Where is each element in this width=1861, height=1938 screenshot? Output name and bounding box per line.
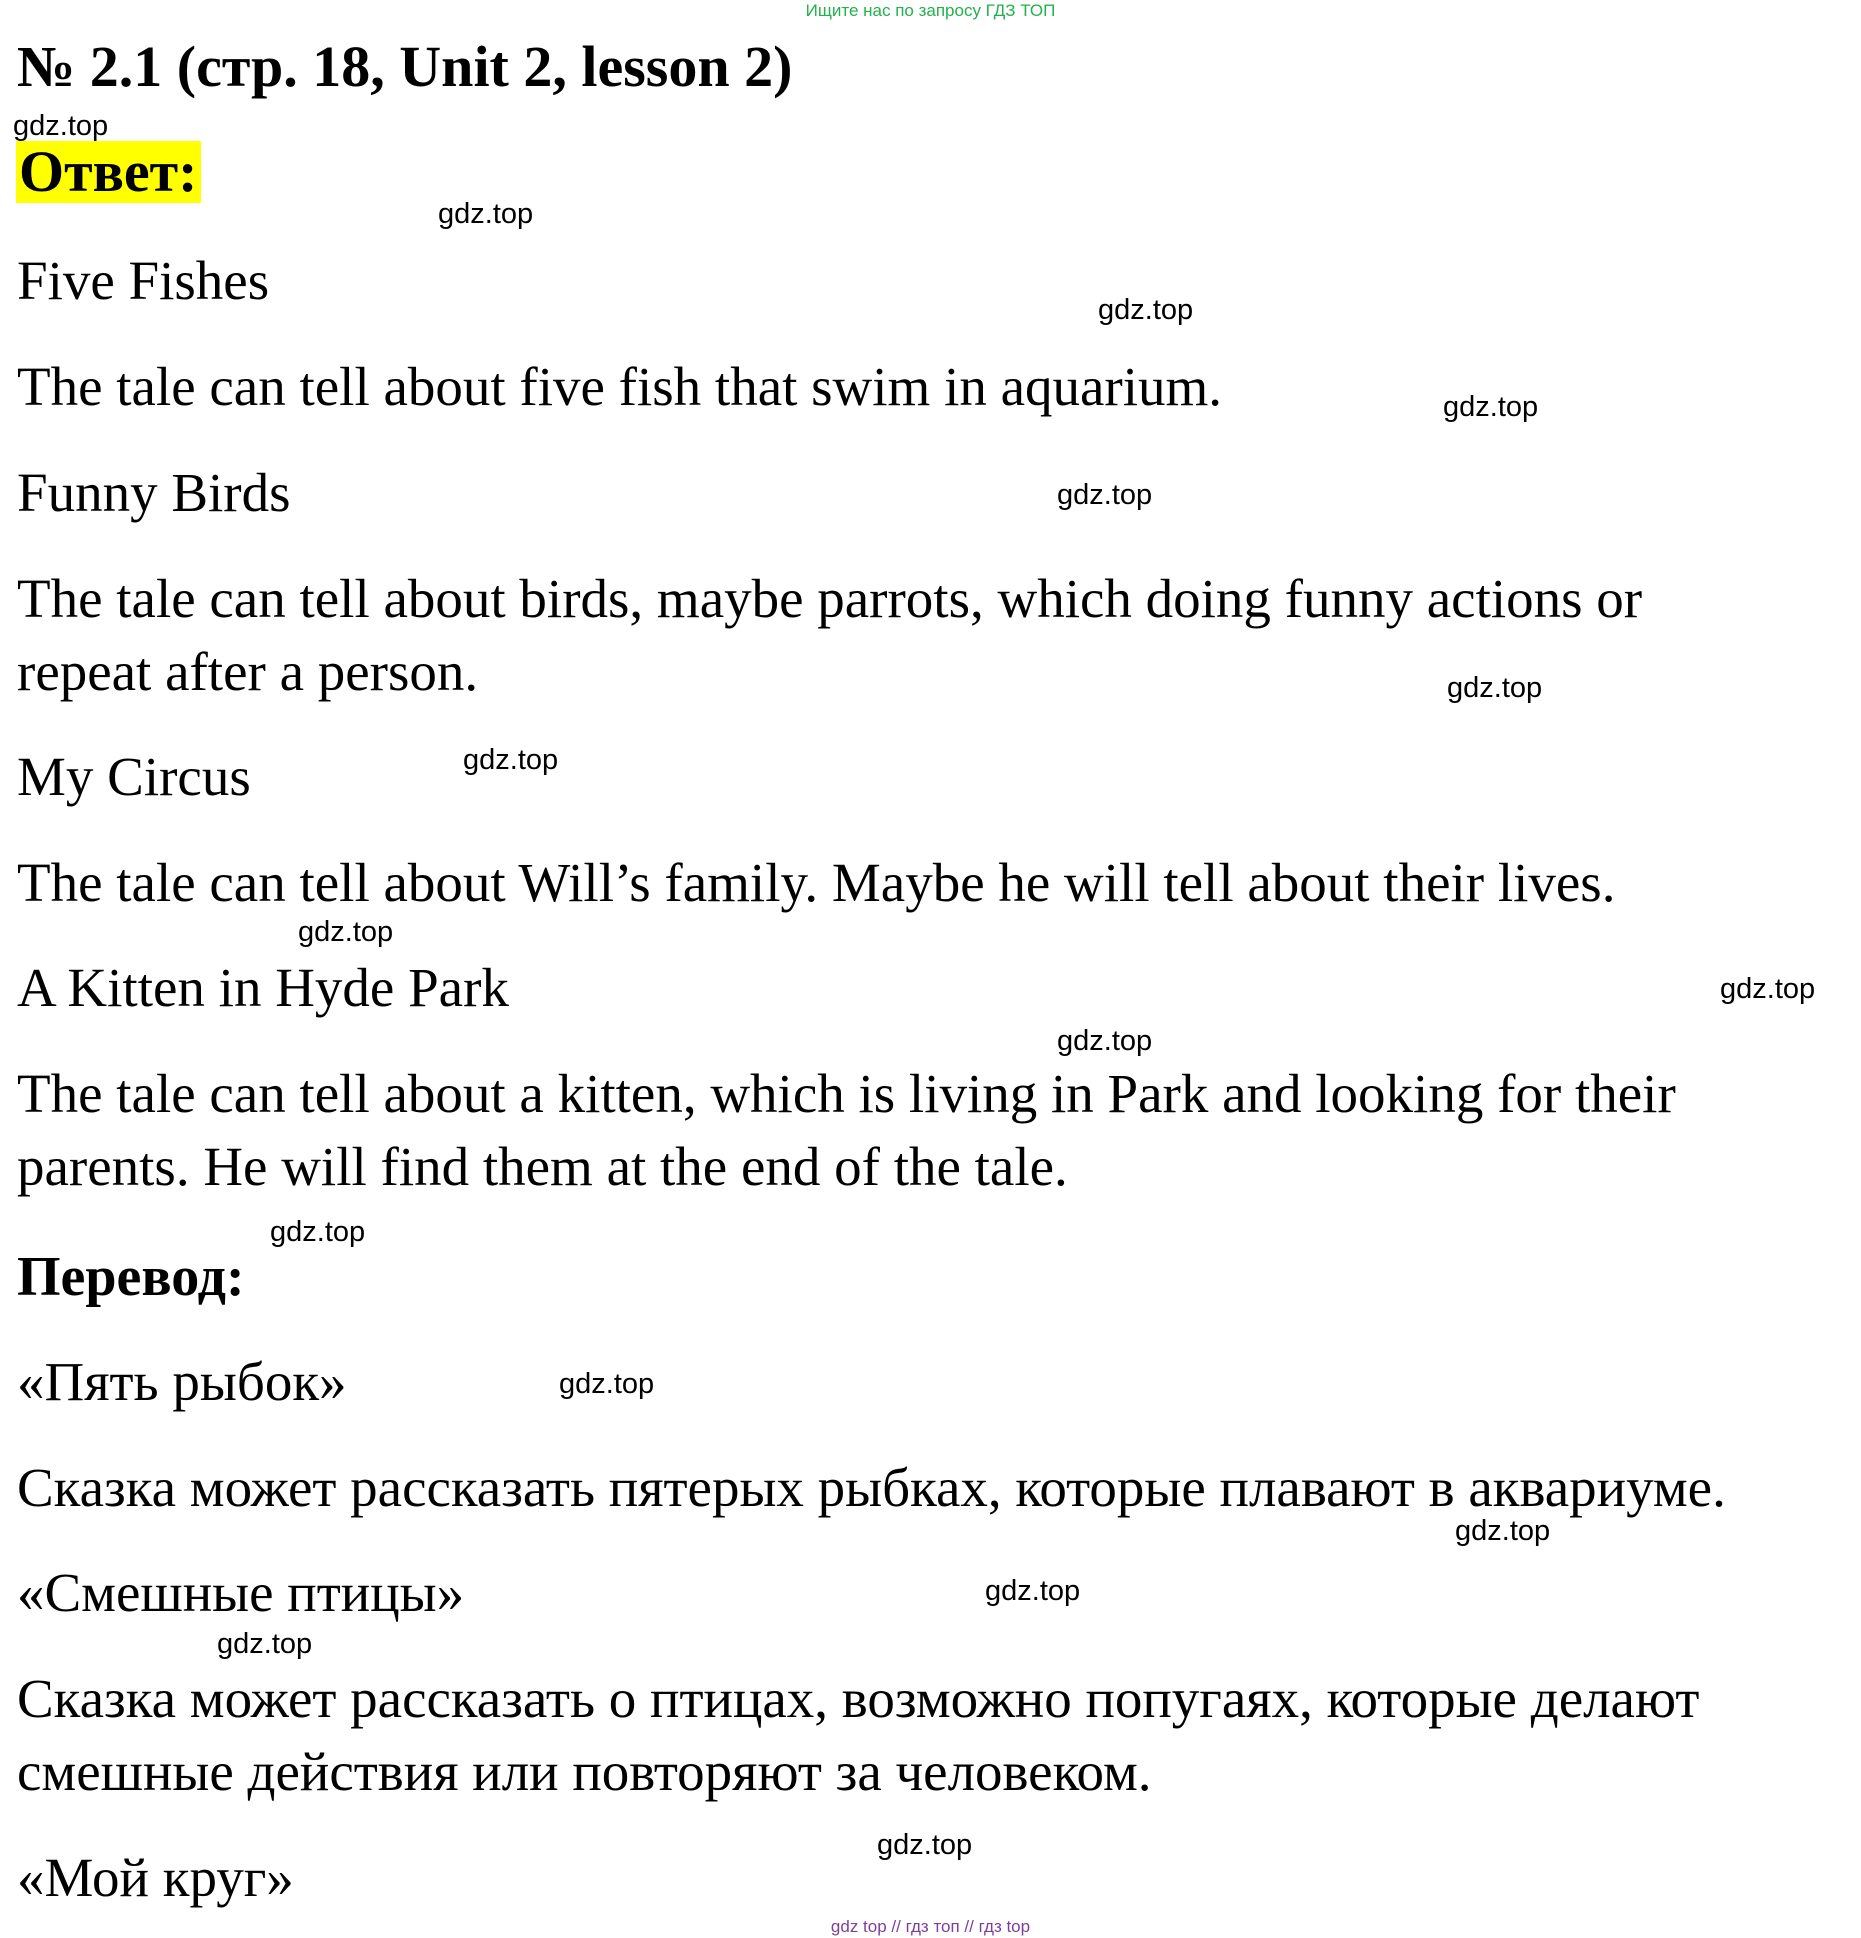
watermark: gdz.top <box>438 198 534 230</box>
watermark: gdz.top <box>1057 479 1153 511</box>
translation-title-my-circus: «Мой круг» <box>17 1847 294 1908</box>
story-title-funny-birds: Funny Birds <box>17 462 291 523</box>
watermark: gdz.top <box>1447 672 1543 704</box>
watermark: gdz.top <box>1443 391 1539 423</box>
story-text-five-fishes: The tale can tell about five fish that swim in aquarium. <box>17 356 1223 417</box>
watermark: gdz.top <box>1720 973 1816 1005</box>
answer-label: Ответ: <box>16 141 201 203</box>
translation-text-funny-birds-line2: смешные действия или повторяют за человеком. <box>17 1741 1152 1802</box>
translation-text-funny-birds-line1: Сказка может рассказать о птицах, возможно попугаях, которые делают <box>17 1668 1700 1729</box>
story-text-funny-birds-line2: repeat after a person. <box>17 641 479 702</box>
translation-title-funny-birds: «Смешные птицы» <box>17 1562 465 1623</box>
watermark: gdz.top <box>877 1829 973 1861</box>
translation-text-five-fishes: Сказка может рассказать пятерых рыбках, которые плавают в аквариуме. <box>17 1457 1726 1518</box>
page-title: № 2.1 (стр. 18, Unit 2, lesson 2) <box>17 34 793 99</box>
watermark: gdz.top <box>270 1216 366 1248</box>
watermark: gdz.top <box>1057 1025 1153 1057</box>
top-notice: Ищите нас по запросу ГДЗ ТОП <box>805 1 1056 20</box>
watermark: gdz.top <box>13 110 109 142</box>
watermark: gdz.top <box>1098 294 1194 326</box>
story-text-funny-birds-line1: The tale can tell about birds, maybe parrots, which doing funny actions or <box>17 568 1643 629</box>
story-title-five-fishes: Five Fishes <box>17 250 270 311</box>
story-text-kitten-line1: The tale can tell about a kitten, which is living in Park and looking for their <box>17 1063 1676 1124</box>
watermark: gdz.top <box>985 1575 1081 1607</box>
translation-label: Перевод: <box>17 1246 245 1308</box>
watermark: gdz.top <box>217 1628 313 1660</box>
story-title-kitten: A Kitten in Hyde Park <box>17 957 509 1018</box>
watermark: gdz.top <box>298 916 394 948</box>
watermark: gdz.top <box>559 1368 655 1400</box>
translation-title-five-fishes: «Пять рыбок» <box>17 1351 347 1412</box>
watermark: gdz.top <box>1455 1515 1551 1547</box>
story-text-kitten-line2: parents. He will find them at the end of the tale. <box>17 1136 1068 1197</box>
story-title-my-circus: My Circus <box>17 746 251 807</box>
watermark: gdz.top <box>463 744 559 776</box>
footer-links: gdz top // гдз топ // гдз top <box>830 1917 1031 1936</box>
story-text-my-circus: The tale can tell about Will’s family. Maybe he will tell about their lives. <box>17 852 1616 913</box>
